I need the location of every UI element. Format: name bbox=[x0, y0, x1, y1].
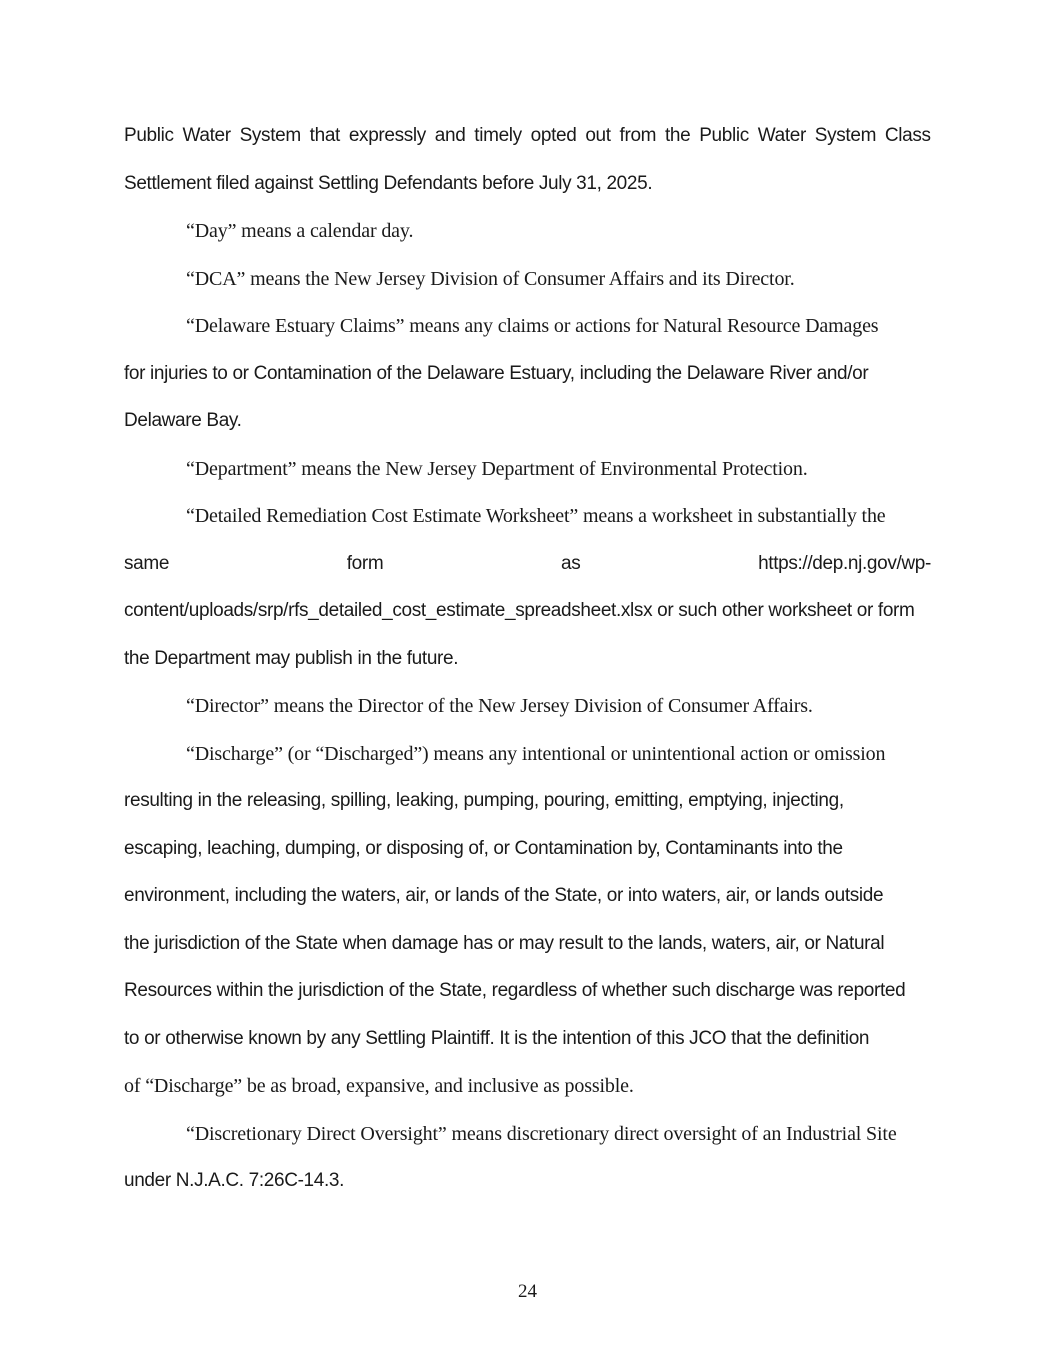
text-line: environment, including the waters, air, or lands of the State, or into waters, air, or lands outside bbox=[124, 885, 884, 906]
text-line: Resources within the jurisdiction of the State, regardless of whether such discharge was reported bbox=[124, 980, 906, 1001]
text-line: Public Water System that expressly and timely opted out from the Public Water System Class bbox=[124, 125, 931, 146]
text-line: escaping, leaching, dumping, or disposing of, or Contamination by, Contaminants into the bbox=[124, 838, 843, 859]
text-line: to or otherwise known by any Settling Plaintiff. It is the intention of this JCO that the definition bbox=[124, 1028, 870, 1049]
definition-discretionary-direct-oversight: “Discretionary Direct Oversight” means discretionary direct oversight of an Industrial Site bbox=[186, 1123, 897, 1145]
text-line: the jurisdiction of the State when damage has or may result to the lands, waters, air, or Natural bbox=[124, 933, 885, 954]
text-line: Settlement filed against Settling Defendants before July 31, 2025. bbox=[124, 173, 653, 194]
text-line: under N.J.A.C. 7:26C-14.3. bbox=[124, 1170, 345, 1191]
text-line: resulting in the releasing, spilling, leaking, pumping, pouring, emitting, emptying, injecting, bbox=[124, 790, 844, 811]
definition-director: “Director” means the Director of the New Jersey Division of Consumer Affairs. bbox=[186, 695, 813, 717]
worksheet-url-part: https://dep.nj.gov/wp- bbox=[758, 553, 931, 574]
definition-detailed-remediation-cost-estimate-worksheet: “Detailed Remediation Cost Estimate Worksheet” means a worksheet in substantially the bbox=[186, 505, 886, 527]
word: as bbox=[561, 553, 581, 574]
word: form bbox=[346, 553, 384, 574]
text-line: for injuries to or Contamination of the Delaware Estuary, including the Delaware River and/or bbox=[124, 363, 869, 384]
definition-department: “Department” means the New Jersey Department of Environmental Protection. bbox=[186, 458, 808, 480]
definition-day: “Day” means a calendar day. bbox=[186, 220, 414, 242]
text-line: content/uploads/srp/rfs_detailed_cost_estimate_spreadsheet.xlsx or such other worksheet or form bbox=[124, 600, 915, 621]
definition-discharge: “Discharge” (or “Discharged”) means any intentional or unintentional action or omission bbox=[186, 743, 886, 765]
page-number: 24 bbox=[518, 1281, 537, 1302]
text-line: the Department may publish in the future. bbox=[124, 648, 459, 669]
definition-delaware-estuary-claims: “Delaware Estuary Claims” means any claims or actions for Natural Resource Damages bbox=[186, 315, 879, 337]
text-line: Delaware Bay. bbox=[124, 410, 242, 431]
text-line-justified bbox=[124, 551, 931, 577]
definition-dca: “DCA” means the New Jersey Division of Consumer Affairs and its Director. bbox=[186, 268, 795, 290]
text-line: of “Discharge” be as broad, expansive, and inclusive as possible. bbox=[124, 1075, 634, 1097]
word: same bbox=[124, 553, 170, 574]
